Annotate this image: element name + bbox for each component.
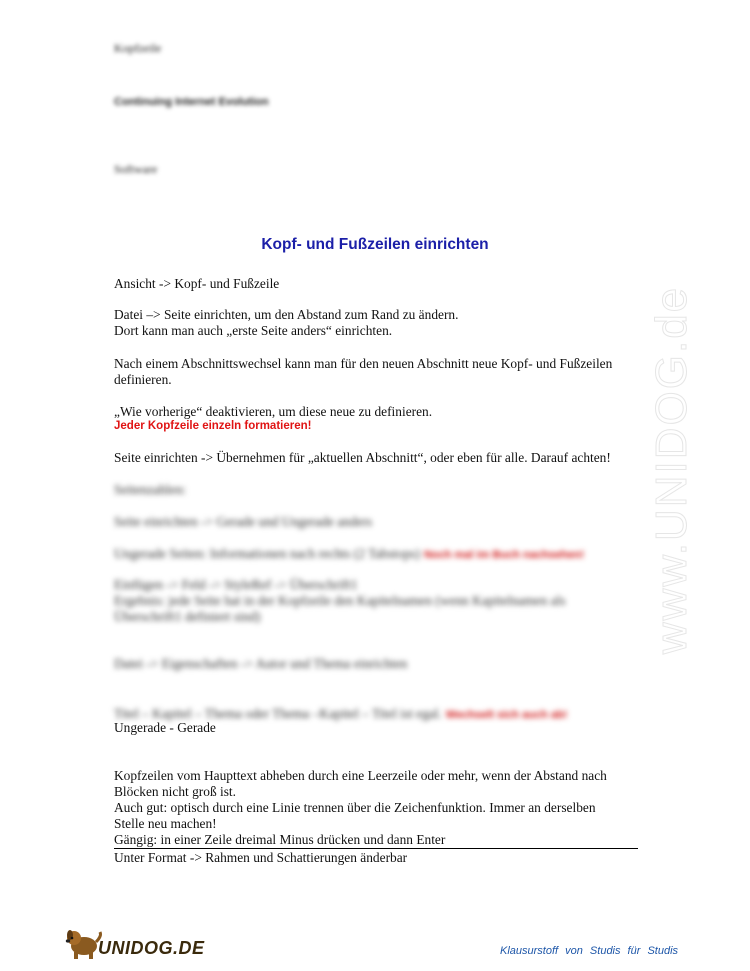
blurred-eigenschaften: Datei -> Eigenschaften -> Autor und Thema einrichten bbox=[114, 656, 408, 671]
header-label: Kopfzeile bbox=[114, 41, 162, 55]
header-subtitle: Continuing Internet Evolution bbox=[114, 96, 269, 108]
paragraph-abschnitt-line1: Nach einem Abschnittswechsel kann man für den neuen Abschnitt neue Kopf- und Fußzeilen bbox=[114, 356, 613, 371]
paragraph-ungerade-gerade: Ungerade - Gerade bbox=[114, 720, 216, 735]
blurred-red-note-2: Wechselt sich auch ab! bbox=[445, 709, 568, 721]
page-title: Kopf- und Fußzeilen einrichten bbox=[261, 236, 489, 253]
paragraph-wie-vorherige: „Wie vorherige“ deaktivieren, um diese neue zu definieren. bbox=[114, 404, 433, 419]
blurred-ergebnis-line1: Ergebnis: jede Seite hat in der Kopfzeile den Kapitelnamen (wenn Kapitelnamen als bbox=[114, 593, 566, 608]
paragraph-kopfzeilen-line1: Kopfzeilen vom Haupttext abheben durch eine Leerzeile oder mehr, wenn der Abstand nach bbox=[114, 768, 607, 783]
paragraph-abschnitt-line2: definieren. bbox=[114, 372, 172, 387]
paragraph-ansicht: Ansicht -> Kopf- und Fußzeile bbox=[114, 276, 280, 291]
paragraph-auch-gut-line1: Auch gut: optisch durch eine Linie trennen über die Zeichenfunktion. Immer an derselben bbox=[114, 800, 596, 815]
blurred-gerade-ungerade: Seite einrichten -> Gerade und Ungerade anders bbox=[114, 514, 373, 529]
paragraph-auch-gut-line2: Stelle neu machen! bbox=[114, 816, 217, 831]
blurred-red-note-1: Noch mal im Buch nachsehen! bbox=[423, 549, 585, 561]
header-section: Software bbox=[114, 162, 158, 176]
horizontal-rule bbox=[114, 848, 638, 849]
blurred-seitenzahlen: Seitenzahlen: bbox=[114, 482, 187, 497]
paragraph-datei-line2: Dort kann man auch „erste Seite anders“ einrichten. bbox=[114, 323, 393, 338]
footer-logo: UNIDOG.DE bbox=[98, 938, 205, 958]
paragraph-kopfzeilen-line2: Blöcken nicht groß ist. bbox=[114, 784, 236, 799]
note-red-kopfzeile: Jeder Kopfzeile einzeln formatieren! bbox=[114, 420, 312, 432]
blurred-ungerade-text: Ungerade Seiten: Informationen nach rechts (2 Tabstops) bbox=[114, 546, 420, 561]
blurred-ungerade-line bbox=[114, 545, 584, 563]
paragraph-gaengig: Gängig: in einer Zeile dreimal Minus drücken und dann Enter bbox=[114, 832, 446, 847]
paragraph-unter-format: Unter Format -> Rahmen und Schattierungen änderbar bbox=[114, 850, 408, 865]
blurred-ergebnis-line2: Überschrift1 definiert sind) bbox=[114, 609, 261, 624]
paragraph-datei-line1: Datei –> Seite einrichten, um den Abstand zum Rand zu ändern. bbox=[114, 307, 459, 322]
watermark: www.UNIDOG.de bbox=[647, 285, 697, 655]
paragraph-seite-einrichten: Seite einrichten -> Übernehmen für „aktuellen Abschnitt“, oder eben für alle. Darauf achten! bbox=[114, 450, 611, 465]
footer-tagline: Klausurstoff von Studis für Studis bbox=[500, 945, 679, 957]
blurred-titel-text: Titel – Kapitel – Thema oder Thema –Kapitel – Titel ist egal. bbox=[114, 706, 442, 721]
blurred-einfuegen: Einfügen -> Feld -> StyleRef -> Überschrift1 bbox=[114, 577, 358, 592]
